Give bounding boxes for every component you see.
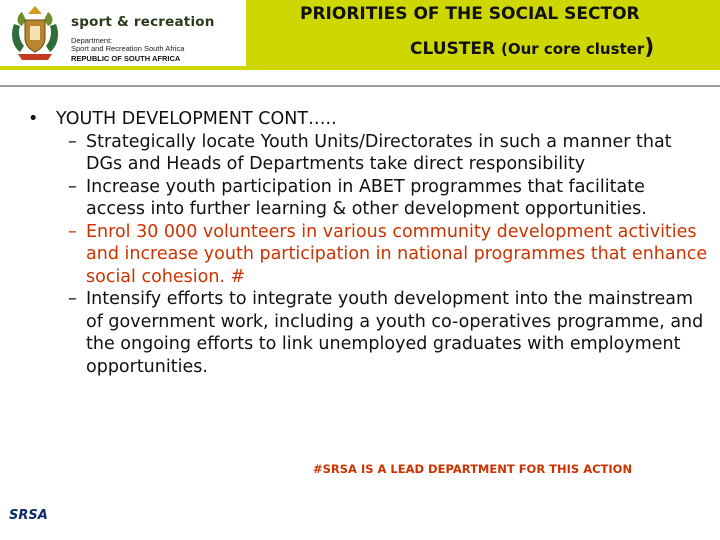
title-line2-sub: (Our core cluster xyxy=(500,40,645,58)
bullet-dot-icon: • xyxy=(28,109,39,129)
list-item-text: Strategically locate Youth Units/Directorates in such a manner that DGs and Heads of Departments take direct responsibility xyxy=(86,131,672,174)
department-name: Sport and Recreation South Africa xyxy=(71,44,185,53)
main-bullet xyxy=(28,108,708,378)
list-item xyxy=(56,288,708,378)
dash-icon: – xyxy=(68,131,77,152)
dash-icon: – xyxy=(68,221,77,242)
main-bullet-text: YOUTH DEVELOPMENT CONT….. xyxy=(56,109,337,129)
slide-title-line1: PRIORITIES OF THE SOCIAL SECTOR xyxy=(300,4,640,24)
list-item-highlighted xyxy=(56,221,708,289)
header-divider xyxy=(0,85,720,87)
list-item xyxy=(56,131,708,176)
title-line2-close: ) xyxy=(644,35,655,60)
coat-of-arms-icon xyxy=(6,2,64,64)
department-logo xyxy=(0,0,246,66)
department-label: Department: xyxy=(71,36,113,45)
list-item-text: Increase youth participation in ABET programmes that facilitate access into further learning & other development opportunities. xyxy=(86,176,647,219)
logo-title: sport & recreation xyxy=(71,14,215,30)
sub-list xyxy=(56,131,708,379)
list-item xyxy=(56,176,708,221)
logo-country: REPUBLIC OF SOUTH AFRICA xyxy=(71,54,181,63)
slide-title-line2 xyxy=(410,35,654,60)
title-line2-main: CLUSTER xyxy=(410,39,501,59)
footer-label: SRSA xyxy=(9,508,48,523)
dash-icon: – xyxy=(68,176,77,197)
logo-department xyxy=(71,37,184,53)
list-item-text: Intensify efforts to integrate youth development into the mainstream of government work, including a youth co-operatives programme, and the ongoing efforts to link unemployed graduates with employment opportunities. xyxy=(86,289,704,377)
dash-icon: – xyxy=(68,289,77,309)
slide-body xyxy=(28,108,708,378)
list-item-text: Enrol 30 000 volunteers in various community development activities and increase youth participation in national programmes that enhance social cohesion. # xyxy=(86,221,708,287)
footnote: #SRSA IS A LEAD DEPARTMENT FOR THIS ACTION xyxy=(313,462,633,476)
